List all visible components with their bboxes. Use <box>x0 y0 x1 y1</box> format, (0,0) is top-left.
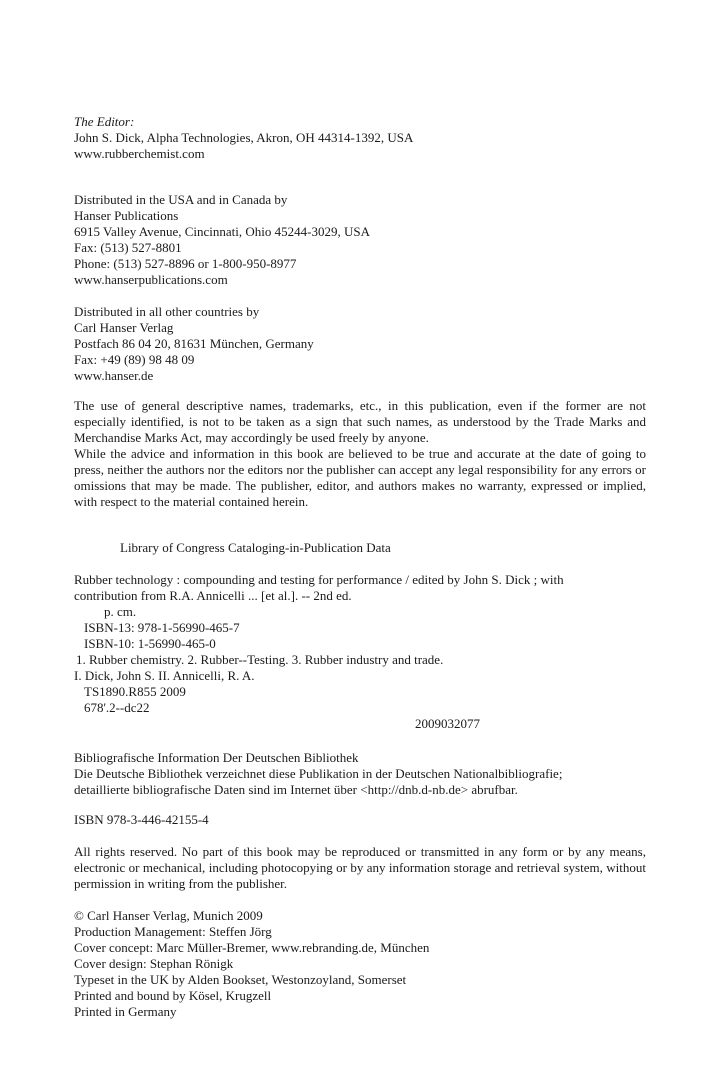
cip-title-line-1: Rubber technology : compounding and testing for performance / edited by John S. Dick ; with <box>74 572 564 587</box>
cip-heading: Library of Congress Cataloging-in-Publication Data <box>120 540 391 555</box>
other-publisher: Carl Hanser Verlag <box>74 320 174 335</box>
cip-dewey: 678'.2--dc22 <box>84 700 150 715</box>
cip-isbn13: ISBN-13: 978-1-56990-465-7 <box>84 620 240 635</box>
editor-block <box>74 114 646 162</box>
production-line: Production Management: Steffen Jörg <box>74 924 272 939</box>
dnb-block <box>74 750 646 798</box>
cip-block <box>74 540 646 732</box>
trademark-disclaimer: The use of general descriptive names, trademarks, etc., in this publication, even if the former are not especially identified, is not to be taken as a sign that such names, as understood by the Trade Marks and Merchandise Marks Act, may accordingly be used freely by anyone. <box>74 398 646 445</box>
copyright-page <box>74 114 646 1020</box>
usa-distribution-block <box>74 192 646 288</box>
cip-lccn: 2009032077 <box>415 716 480 731</box>
cover-concept-line: Cover concept: Marc Müller-Bremer, www.rebranding.de, München <box>74 940 430 955</box>
usa-distribution-intro: Distributed in the USA and in Canada by <box>74 192 288 207</box>
editor-name-line: John S. Dick, Alpha Technologies, Akron, OH 44314-1392, USA <box>74 130 414 145</box>
usa-url: www.hanserpublications.com <box>74 272 228 287</box>
cip-isbn10: ISBN-10: 1-56990-465-0 <box>84 636 216 651</box>
usa-fax: Fax: (513) 527-8801 <box>74 240 182 255</box>
cover-design-line: Cover design: Stephan Rönigk <box>74 956 234 971</box>
usa-phone: Phone: (513) 527-8896 or 1-800-950-8977 <box>74 256 297 271</box>
credits-block <box>74 908 646 1020</box>
rights-statement: All rights reserved. No part of this book may be reproduced or transmitted in any form or by any means, electronic or mechanical, including photocopying or by any information storage and retrieval system, without permission in writing from the publisher. <box>74 844 646 891</box>
editor-heading: The Editor: <box>74 114 135 129</box>
printed-in-line: Printed in Germany <box>74 1004 177 1019</box>
other-distribution-intro: Distributed in all other countries by <box>74 304 260 319</box>
other-address: Postfach 86 04 20, 81631 München, Germany <box>74 336 314 351</box>
copyright-line: © Carl Hanser Verlag, Munich 2009 <box>74 908 263 923</box>
editor-url: www.rubberchemist.com <box>74 146 205 161</box>
printed-bound-line: Printed and bound by Kösel, Krugzell <box>74 988 272 1003</box>
usa-address: 6915 Valley Avenue, Cincinnati, Ohio 45244-3029, USA <box>74 224 370 239</box>
dnb-line-1: Die Deutsche Bibliothek verzeichnet diese Publikation in der Deutschen Nationalbibliografie; <box>74 766 563 781</box>
dnb-line-2: detaillierte bibliografische Daten sind im Internet über <http://dnb.d-nb.de> abrufbar. <box>74 782 518 797</box>
accuracy-disclaimer: While the advice and information in this book are believed to be true and accurate at the date of going to press, neither the authors nor the editors nor the publisher can accept any legal responsibility for any errors or omissions that may be made. The publisher, editor, and authors makes no warranty, expressed or implied, with respect to the material contained herein. <box>74 446 646 509</box>
cip-subjects: 1. Rubber chemistry. 2. Rubber--Testing. 3. Rubber industry and trade. <box>76 652 444 667</box>
cip-call-number: TS1890.R855 2009 <box>84 684 186 699</box>
cip-pages: p. cm. <box>104 604 137 619</box>
cip-title-line-2: contribution from R.A. Annicelli ... [et al.]. -- 2nd ed. <box>74 588 352 603</box>
disclaimer-block <box>74 398 646 510</box>
typeset-line: Typeset in the UK by Alden Bookset, Westonzoyland, Somerset <box>74 972 407 987</box>
dnb-heading: Bibliografische Information Der Deutschen Bibliothek <box>74 750 359 765</box>
cip-added-entries: I. Dick, John S. II. Annicelli, R. A. <box>74 668 255 683</box>
other-url: www.hanser.de <box>74 368 154 383</box>
isbn: ISBN 978-3-446-42155-4 <box>74 812 209 827</box>
other-distribution-block <box>74 304 646 384</box>
usa-publisher: Hanser Publications <box>74 208 179 223</box>
other-fax: Fax: +49 (89) 98 48 09 <box>74 352 195 367</box>
